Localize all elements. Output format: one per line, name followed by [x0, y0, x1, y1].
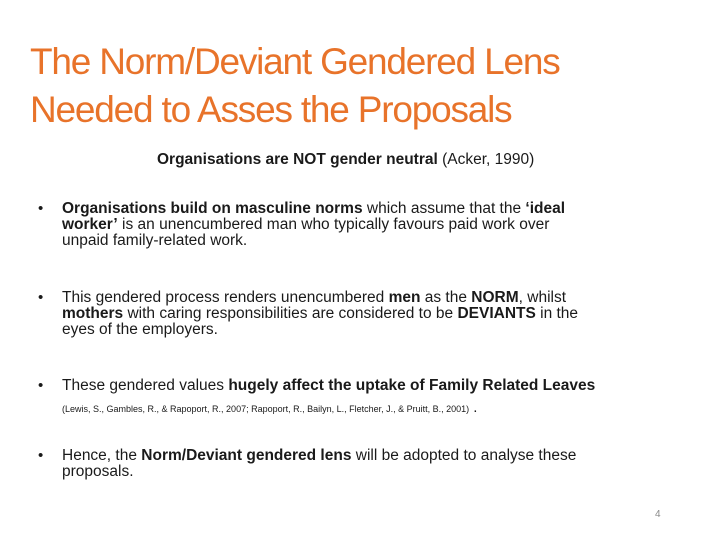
bullet-2-bold-norm: NORM — [471, 289, 519, 306]
bullet-2-bold-men: men — [388, 289, 421, 306]
bullet-2-bold-mothers: mothers — [62, 305, 124, 322]
bullet-1-line-3: unpaid family-related work. — [62, 232, 248, 249]
bullet-2-text-3: , whilst — [518, 289, 567, 306]
bullet-item-3 — [38, 378, 678, 415]
subtitle-citation: (Acker, 1990) — [437, 151, 535, 168]
bullet-2-text-5: in the — [535, 305, 579, 322]
bullet-4-bold: Norm/Deviant gendered lens — [141, 447, 352, 464]
bullet-item-1 — [38, 201, 678, 249]
bullet-1-line-2 — [62, 217, 678, 233]
bullet-2-line-2 — [62, 306, 678, 322]
slide-subtitle — [157, 151, 534, 169]
bullet-1-bold-worker: worker’ — [62, 216, 118, 233]
bullet-3-line-1 — [62, 378, 678, 394]
bullet-2-text-4: with caring responsibilities are considered to be — [123, 305, 458, 322]
bullet-dot: • — [38, 447, 44, 464]
bullet-4-text-2: will be adopted to analyse these — [351, 447, 577, 464]
bullet-2-text-2: as the — [420, 289, 472, 306]
bullet-3-citation — [62, 399, 678, 416]
citation-period: . — [473, 399, 478, 416]
bullet-dot: • — [38, 377, 44, 394]
bullet-2-bold-deviants: DEVIANTS — [457, 305, 536, 322]
bullet-2-text: This gendered process renders unencumbered — [62, 289, 389, 306]
slide-title — [30, 38, 700, 134]
slide-title-line-1: The Norm/Deviant Gendered Lens — [30, 41, 560, 82]
bullet-dot: • — [38, 200, 44, 217]
bullet-dot: • — [38, 289, 44, 306]
bullet-2-line-1 — [62, 290, 678, 306]
bullet-4-line-1 — [62, 448, 678, 464]
subtitle-bold: Organisations are NOT gender neutral — [157, 151, 438, 168]
bullet-3-bold: hugely affect the uptake of Family Related Leaves — [228, 377, 596, 394]
bullet-item-2 — [38, 290, 678, 338]
bullet-1-text: which assume that the — [362, 200, 526, 217]
bullet-3-text: These gendered values — [62, 377, 229, 394]
bullet-1-text-2: is an unencumbered man who typically favours paid work over — [117, 216, 550, 233]
slide-title-line-2: Needed to Asses the Proposals — [30, 89, 512, 130]
page-number: 4 — [655, 509, 661, 520]
bullet-item-4 — [38, 448, 678, 480]
bullet-4-line-2: proposals. — [62, 463, 134, 480]
bullet-1-bold: Organisations build on masculine norms — [62, 200, 363, 217]
bullet-1-line-1 — [62, 201, 678, 217]
bullet-1-bold-ideal: ‘ideal — [525, 200, 566, 217]
bullet-2-line-3: eyes of the employers. — [62, 321, 218, 338]
bullet-4-text: Hence, the — [62, 447, 142, 464]
citation-text: (Lewis, S., Gambles, R., & Rapoport, R., 2007; Rapoport, R., Bailyn, L., Fletcher, J., & Pruitt, B., 2001) — [62, 404, 470, 414]
